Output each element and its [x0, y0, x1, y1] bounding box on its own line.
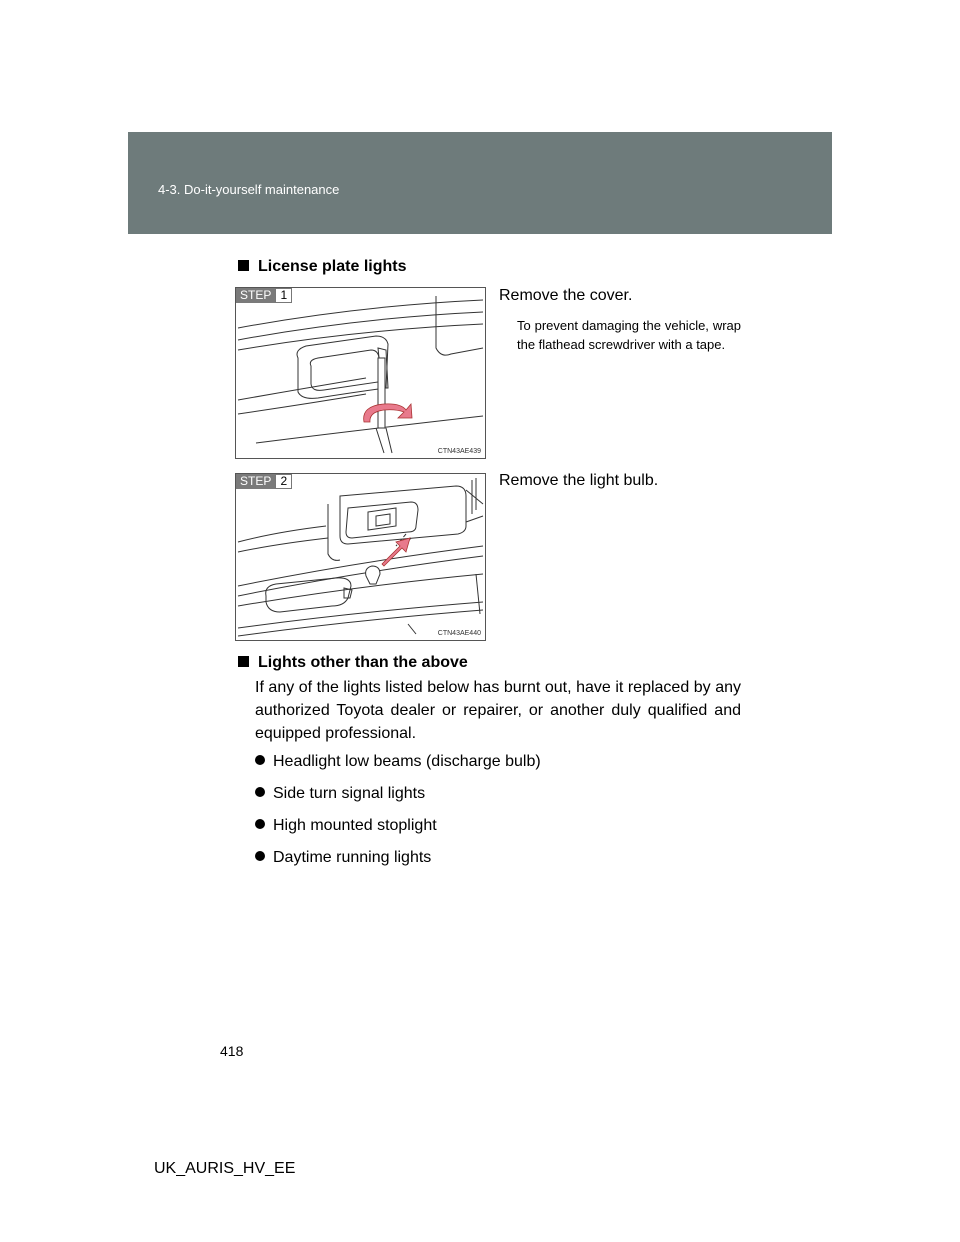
bullet-dot-icon [255, 851, 265, 861]
list-item-text: Daytime running lights [273, 849, 432, 866]
other-lights-heading-text: Lights other than the above [258, 654, 468, 671]
bullet-dot-icon [255, 755, 265, 765]
square-bullet-icon [238, 656, 249, 667]
step1-instruction: Remove the cover. [499, 287, 633, 304]
figure-code: CTN43AE439 [437, 448, 481, 455]
list-item [255, 849, 431, 867]
license-plate-heading-text: License plate lights [258, 258, 407, 275]
step2-figure [235, 473, 486, 641]
list-item [255, 785, 425, 803]
step-number: 2 [275, 474, 292, 489]
other-lights-paragraph: If any of the lights listed below has burnt out, have it replaced by any authorized Toyota dealer or repairer, or another duly qualified and equipped professional. [255, 679, 741, 742]
step2-instruction: Remove the light bulb. [499, 472, 659, 489]
step1-note: To prevent damaging the vehicle, wrap the flathead screwdriver with a tape. [517, 318, 741, 352]
light-bulb-removal-illustration [236, 474, 485, 640]
section-title: 4-3. Do-it-yourself maintenance [158, 182, 340, 197]
list-item-text: Side turn signal lights [273, 785, 426, 802]
footer-code: UK_AURIS_HV_EE [154, 1160, 296, 1177]
bullet-dot-icon [255, 819, 265, 829]
step-label: STEP [236, 474, 275, 489]
list-item [255, 753, 541, 771]
figure-code: CTN43AE440 [437, 630, 481, 637]
license-plate-heading [238, 258, 406, 276]
step2-badge [236, 474, 292, 489]
square-bullet-icon [238, 260, 249, 271]
step-label: STEP [236, 288, 275, 303]
step-number: 1 [275, 288, 292, 303]
list-item [255, 817, 437, 835]
section-header-bar [128, 132, 832, 234]
license-plate-cover-illustration [236, 288, 485, 458]
page-number: 418 [220, 1043, 244, 1059]
step1-figure [235, 287, 486, 459]
list-item-text: High mounted stoplight [273, 817, 437, 834]
step1-badge [236, 288, 292, 303]
list-item-text: Headlight low beams (discharge bulb) [273, 753, 541, 770]
other-lights-heading [238, 654, 468, 672]
bullet-dot-icon [255, 787, 265, 797]
